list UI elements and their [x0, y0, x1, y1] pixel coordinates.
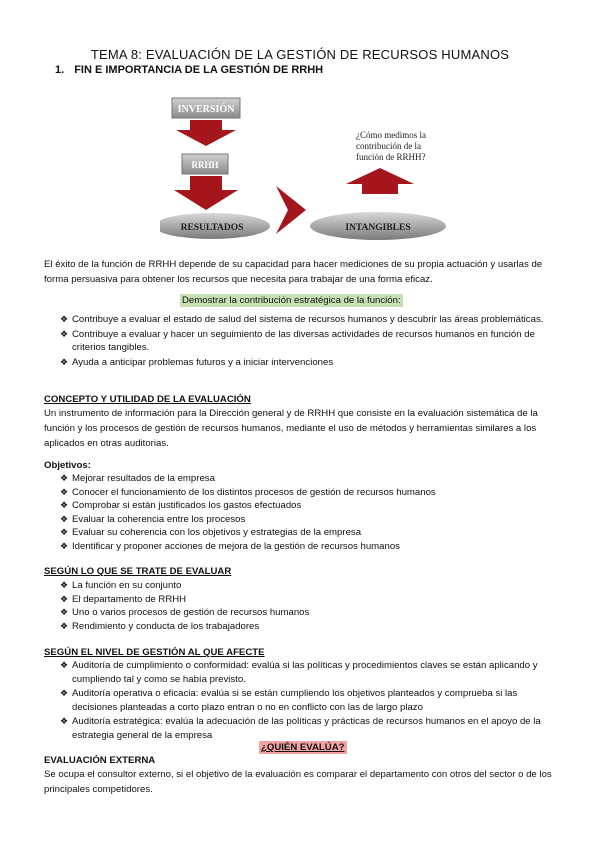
question-line-3: función de RRHH?	[356, 152, 426, 162]
hr-investment-diagram	[160, 86, 460, 256]
bullet-icon: ❖	[60, 527, 69, 537]
list-item: ❖ Auditoría estratégica: evalúa la adecuación de las políticas y prácticas de recursos humanos en el apoyo de la estrategia general de la empresa	[60, 716, 541, 741]
list-item: ❖ Contribuye a evaluar y hacer un seguimiento de las diversas actividades de recursos humanos en función de criterios tangibles.	[60, 328, 535, 353]
bullet-icon: ❖	[60, 716, 69, 726]
bullet-icon: ❖	[60, 356, 69, 367]
external-heading: EVALUACIÓN EXTERNA	[44, 755, 156, 766]
rrhh-label: RRHH	[191, 160, 219, 170]
list-item: ❖ Auditoría de cumplimiento o conformidad: evalúa si las políticas y procedimientos claves se están aplicando y cumpliendo tal y como se había previsto.	[60, 660, 538, 685]
level-heading: SEGÚN EL NIVEL DE GESTIÓN AL QUE AFECTE	[44, 647, 265, 658]
list-item: ❖ Comprobar si están justificados los gastos efectuados	[60, 500, 302, 511]
bullet-icon: ❖	[60, 660, 69, 670]
concept-paragraph: Un instrumento de información para la Dirección general y de RRHH que consiste en la evaluación sistemática de la función y los procesos de gestión de recursos humanos, mediante el uso de métodos y herramientas similares a los aplicados en otras auditorias.	[44, 408, 538, 449]
list-item: ❖ Auditoría operativa o eficacia: evalúa si se están cumpliendo los objetivos planteados y comprueba si las decisiones planteadas a corto plazo entran o no en conflicto con las de largo plazo	[60, 688, 518, 713]
bullet-icon: ❖	[60, 580, 69, 590]
down-arrow-1	[176, 120, 236, 146]
list-item: ❖ Evaluar su coherencia con los objetivos y estrategias de la empresa	[60, 527, 362, 538]
section-heading-1	[55, 64, 323, 76]
list-item: ❖ Evaluar la coherencia entre los procesos	[60, 513, 246, 525]
contribution-list	[60, 313, 560, 369]
level-list	[60, 659, 560, 742]
list-item: ❖ Conocer el funcionamiento de los distintos procesos de gestión de recursos humanos	[60, 486, 436, 498]
question-line-1: ¿Cómo medimos la	[356, 130, 426, 140]
resultados-label: RESULTADOS	[180, 223, 244, 233]
list-item: ❖ Contribuye a evaluar el estado de salud del sistema de recursos humanos y descubrir las áreas problemáticas.	[60, 314, 544, 325]
bullet-icon: ❖	[60, 593, 69, 604]
bullet-icon: ❖	[60, 473, 69, 483]
bullet-icon: ❖	[60, 500, 69, 510]
highlight-contribution: Demostrar la contribución estratégica de la función:	[182, 295, 401, 306]
evaluate-list	[60, 579, 560, 633]
question-line-2: contribución de la	[356, 141, 421, 151]
list-item: ❖ La función en su conjunto	[60, 580, 182, 591]
bullet-icon: ❖	[60, 607, 69, 617]
up-arrow	[346, 168, 414, 194]
list-item: ❖ El departamento de RRHH	[60, 593, 187, 605]
objectives-heading: Objetivos:	[44, 460, 91, 471]
list-item: ❖ Uno o varios procesos de gestión de recursos humanos	[60, 607, 310, 618]
intro-paragraph: El éxito de la función de RRHH depende de su capacidad para hacer mediciones de su propia actuación y usarlas de forma persuasiva para obtener los recursos que necesita para trabajar de una forma eficaz.	[44, 259, 543, 285]
intangibles-label: INTANGIBLES	[345, 223, 411, 233]
evaluate-heading: SEGÚN LO QUE SE TRATE DE EVALUAR	[44, 566, 232, 577]
bullet-icon: ❖	[60, 486, 69, 497]
list-item: ❖ Rendimiento y conducta de los trabajadores	[60, 620, 260, 632]
bullet-icon: ❖	[60, 620, 69, 631]
section-number: 1.	[55, 64, 65, 76]
bullet-icon: ❖	[60, 688, 69, 698]
inversion-label: INVERSIÓN	[177, 104, 235, 115]
who-evaluates-heading: ¿QUIÉN EVALÚA?	[261, 742, 345, 753]
objectives-list	[60, 472, 560, 553]
bullet-icon: ❖	[60, 328, 69, 339]
page-title: TEMA 8: EVALUACIÓN DE LA GESTIÓN DE RECURSOS HUMANOS	[90, 47, 510, 62]
section-title: FIN E IMPORTANCIA DE LA GESTIÓN DE RRHH	[74, 64, 324, 76]
bullet-icon: ❖	[60, 540, 69, 551]
list-item: ❖ Mejorar resultados de la empresa	[60, 473, 215, 484]
down-arrow-2	[174, 176, 238, 210]
right-arrow	[276, 186, 306, 234]
bullet-icon: ❖	[60, 314, 69, 324]
bullet-icon: ❖	[60, 513, 69, 524]
external-paragraph: Se ocupa el consultor externo, si el objetivo de la evaluación es comparar el departamento con otros del sector o de los principales competidores.	[44, 769, 552, 795]
list-item: ❖ Ayuda a anticipar problemas futuros y a iniciar intervenciones	[60, 356, 334, 368]
concept-heading: CONCEPTO Y UTILIDAD DE LA EVALUACIÓN	[44, 394, 251, 405]
list-item: ❖ Identificar y proponer acciones de mejora de la gestión de recursos humanos	[60, 540, 400, 552]
